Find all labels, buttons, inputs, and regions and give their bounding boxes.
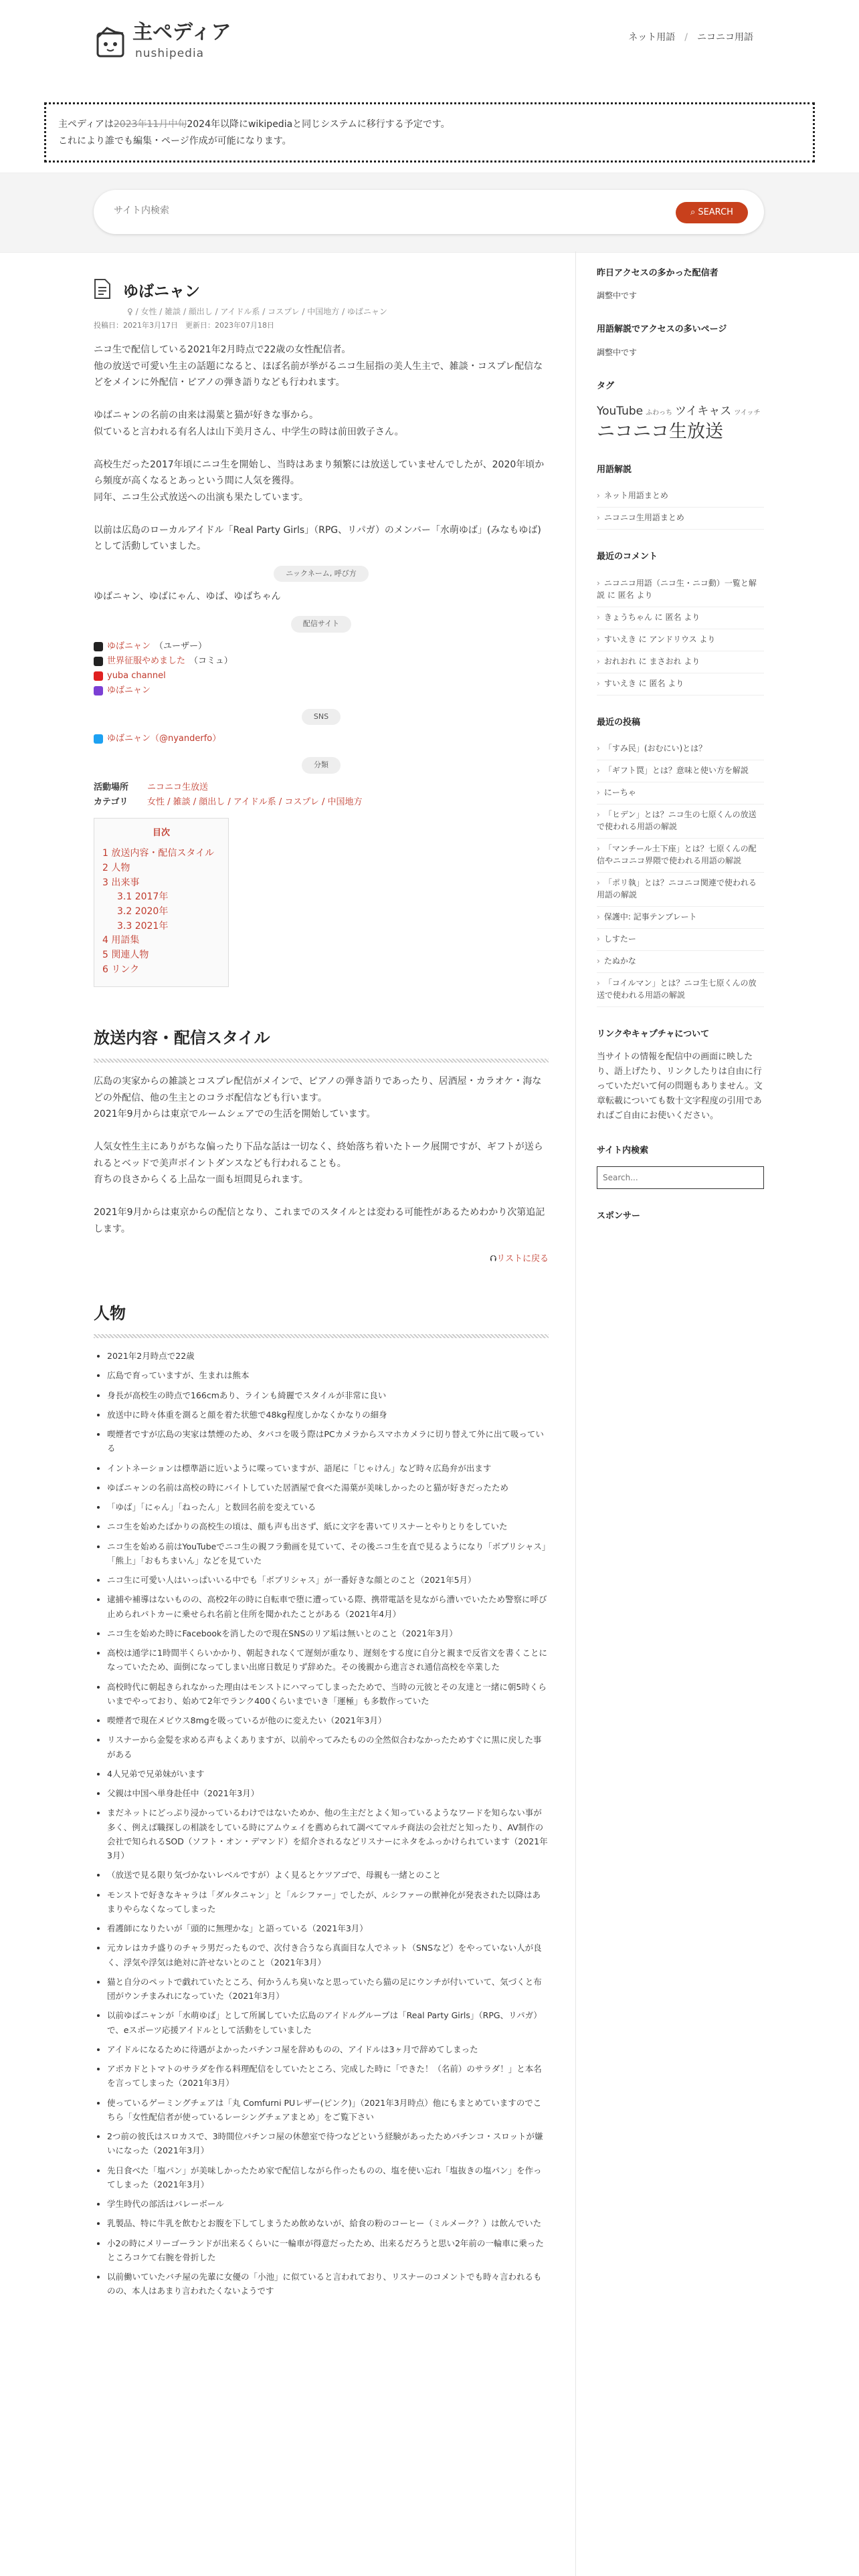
person-item: • 先日食べた「塩パン」が美味しかったため家で配信しながら作ったものの、塩を使い忘れ「塩抜きの塩パン」を作ってしまった（2021年3月）: [107, 2163, 549, 2192]
site-search-input[interactable]: [112, 205, 650, 217]
section-style-text: [94, 1073, 549, 1237]
sidebar-posts-item[interactable]: › 「マンチール土下座」とは？七原くんの配信やニコニコ界隈で使われる用語の解説: [597, 839, 764, 873]
search-icon: ⌕: [690, 207, 696, 217]
section-line: 2021年9月からは東京でルームシェアでの生活を開始しています。: [94, 1109, 376, 1120]
back-to-list[interactable]: [94, 1252, 549, 1267]
intro-line: ゆばニャンの名前の由来は湯葉と猫が好きな事から。: [94, 410, 318, 421]
sidebar-heading: 最近の投稿: [597, 717, 641, 728]
person-item: • ニコ生を始めた時にFacebookを消したので現在SNSのリア垢は無いとのこと（2021年3月）: [107, 1626, 549, 1640]
article-title: ゆばニャン: [123, 282, 200, 300]
person-item: • モンストで好きなキャラは「ダルタニャン」と「ルシファー」でしたが、ルシファーの獣神化が発表された以降はあまりやらなくなってしまった: [107, 1888, 549, 1917]
person-item: • 「ゆば」「にゃん」「ねったん」と数回名前を変えている: [107, 1500, 549, 1514]
sidebar-comments-item[interactable]: › すいえき に 匿名 より: [597, 673, 764, 695]
section-line: 広島の実家からの雑談とコスプレ配信がメインで、ピアノの弾き語りであったり、居酒屋・カラオケ・海などの外配信、他の生主とのコラボ配信なども行います。: [94, 1076, 542, 1103]
person-item: • 使っているゲーミングチェアは「丸 Comfurni PUレザー(ピンク)」（2021年3月時点）他にもまとめていますのでこちら「女性配信者が使っているレーシングチェアまとめ」をご覧下さい: [107, 2096, 549, 2125]
sidebar-text: 調整中です: [597, 291, 638, 301]
sidebar-heading: サイト内検索: [597, 1146, 649, 1156]
site-link[interactable]: 世界征服やめました: [107, 655, 186, 666]
person-item: • 以前働いていたバチ屋の先輩に女優の「小池」に似ていると言われており、リスナーのコメントでも時々言われるものの、本人はあまり言われたくないようです: [107, 2270, 549, 2298]
toc-item[interactable]: 3 出来事: [102, 877, 140, 888]
intro-line: 同年、ニコ生公式放送への出演も果たしています。: [94, 492, 308, 503]
sidebar-heading: タグ: [597, 381, 615, 391]
notice-text: 主ペディアは: [58, 119, 114, 130]
sidebar-search-input[interactable]: Search...: [597, 1166, 764, 1189]
sidebar-terms-item[interactable]: › ネット用語まとめ: [597, 486, 764, 508]
site-logo[interactable]: [94, 23, 231, 64]
search-band: [0, 173, 859, 253]
article-main: [94, 266, 549, 2304]
person-item: • 小2の時にメリーゴーランドが出来るくらいに一輪車が得意だったため、出来るだろうと思い2年前の一輪車に乗ったところコケて右腕を骨折した: [107, 2236, 549, 2265]
person-item: • 放送中に時々体重を測ると顔を着た状態で48kg程度しかなくかなりの細身: [107, 1408, 549, 1422]
logo-text: 主ペディア: [132, 21, 231, 44]
sidebar-comments: [597, 550, 764, 695]
posted-date: 投稿日：2021年3月17日: [94, 321, 178, 330]
person-list: [94, 1349, 549, 2298]
person-item: • 以前ゆばニャンが「水萌ゆば」として所属していた広島のアイドルグループは「Real Party Girls」（RPG、リパガ）で、eスポーツ応援アイドルとして活動をしていました: [107, 2008, 549, 2037]
person-item: • 喫煙者で現在メビウス8mgを吸っているが他のに変えたい（2021年3月）: [107, 1713, 549, 1727]
person-item: • イントネーションは標準語に近いように喋っていますが、語尾に「じゃけん」など時々広島弁が出ます: [107, 1461, 549, 1475]
intro-line: 以前は広島のローカルアイドル「Real Party Girls」（RPG、リパガ）のメンバー「水萌ゆば」(みなもゆば)として活動していました。: [94, 524, 541, 552]
sidebar-posts-item[interactable]: › 「ヒデン」とは？ニコ生の七原くんの放送で使われる用語の解説: [597, 804, 764, 839]
person-item: • 4人兄弟で兄弟妹がいます: [107, 1767, 549, 1781]
intro-line: [94, 440, 549, 457]
person-item: • 広島で育っていますが、生まれは熊本: [107, 1368, 549, 1382]
tag-link[interactable]: ツイッチ: [734, 409, 761, 417]
section-title-person: 人物: [94, 1300, 549, 1338]
notice-text-line2: これにより誰でも編集・ページ作成が可能になります。: [58, 135, 292, 146]
person-item: • 逮捕や補導はないものの、高校2年の時に自転車で堕に遭っている際、携帯電話を見ながら漕いでいたため警察に呼び止められパトカーに乗せられ名前と住所を聞かれたことがある（2021年4月）: [107, 1592, 549, 1621]
sidebar-posts-item[interactable]: › 「ポリ執」とは？ニコニコ関連で使われる用語の解説: [597, 873, 764, 907]
person-item: • ゆばニャンの名前は高校の時にバイトしていた居酒屋で食べた湯葉が美味しかったのと猫が好きだったため: [107, 1481, 549, 1495]
site-suffix: （コミュ）: [189, 655, 233, 666]
sidebar-heading: 用語解説でアクセスの多いページ: [597, 324, 727, 335]
site-row: [94, 654, 549, 669]
twitter-link[interactable]: ゆばニャン（@nyanderfo）: [107, 734, 221, 744]
toc-item[interactable]: 5 関連人物: [102, 950, 149, 961]
toc-item[interactable]: 6 リンク: [102, 964, 140, 975]
nav-separator: /: [684, 32, 688, 43]
top-nav: [628, 30, 753, 46]
nicknames: ゆばニャン、ゆばにゃん、ゆば、ゆばちゃん: [94, 591, 281, 603]
twitter-icon: [94, 734, 103, 744]
youtube-icon: [94, 671, 103, 681]
twitch-icon: [94, 686, 103, 695]
person-item: • 高校は通学に1時間半くらいかかり、朝起きれなくて遅刻が重なり、遅刻をする度に自分と親まで反省文を書くことになっていたため、面倒になってしまい出席日数足りず辞めた。その後親から進言され通信高校を卒業した: [107, 1646, 549, 1675]
toc-item[interactable]: 4 用語集: [102, 935, 140, 946]
person-item: • 学生時代の部活はバレーボール: [107, 2197, 549, 2211]
streaming-sites: [94, 639, 549, 698]
tag-link[interactable]: ニコニコ生放送: [597, 421, 723, 442]
sns-links: [94, 732, 549, 746]
sidebar-divider: [575, 251, 576, 2576]
person-item: • 身長が高校生の時点で166cmあり、ラインも綺麗でスタイルが非常に良い: [107, 1388, 549, 1402]
notice-struck-text: 2023年11月中旬: [113, 119, 187, 130]
logo-mascot-icon: [94, 25, 128, 60]
arrow-up-icon: ⮉: [490, 1254, 497, 1265]
sidebar-posts-item[interactable]: › 保護中: 記事テンプレート: [597, 907, 764, 929]
sidebar-comments-item[interactable]: › きょうちゃん に 匿名 より: [597, 607, 764, 629]
sidebar-comments-item[interactable]: › ニコニコ用語（ニコ生・ニコ動）一覧と解説 に 匿名 より: [597, 573, 764, 607]
section-line: 人気女性生主にありがちな偏ったり下品な話は一切なく、終始落ち着いたトーク展開ですが、ギフトが送られるとベッドで美声ボイントダンスなども行われることも。: [94, 1142, 543, 1169]
document-icon: [94, 278, 111, 305]
classification-pill: 分類: [302, 757, 341, 774]
sidebar-yesterday: [597, 266, 764, 302]
posts-list: [597, 738, 764, 1007]
sidebar-heading: 用語解説: [597, 465, 632, 475]
terms-list: [597, 486, 764, 530]
section-line: 育ちの良さからくる上品な一面も垣間見られます。: [94, 1174, 308, 1186]
intro-line: 似ていると言われる有名人は山下美月さん、中学生の時は前田敦子さん。: [94, 426, 404, 437]
sidebar-tags: [597, 379, 764, 443]
sns-pill: SNS: [302, 709, 341, 726]
intro-line: 高校生だった2017年頃にニコ生を開始し、当時はあまり頻繁には放送していませんでしたが、2020年頃から頻度が高くなるとあっという間に人気を獲得。: [94, 459, 545, 487]
site-row: [94, 669, 549, 683]
intro-line: [94, 506, 549, 522]
notice-text-rest: 2024年以降にwikipediaと同じシステムに移行する予定です。: [187, 119, 450, 130]
sidebar-terms: [597, 463, 764, 530]
toc-items: [102, 847, 220, 977]
sidebar-posts-item[interactable]: › 「ギフト罠」とは？意味と使い方を解説: [597, 760, 764, 782]
toc-item[interactable]: 1 放送内容・配信スタイル: [102, 848, 215, 859]
person-item: • 喫煙者ですが広島の実家は禁煙のため、タバコを吸う際はPCカメラからスマホカメラに切り替えて外に出て吸っている: [107, 1427, 549, 1456]
sidebar-comments-item[interactable]: › すいえき に アンドリウス より: [597, 629, 764, 651]
site-row: [94, 639, 549, 654]
person-item: • リスナーから金髪を求める声もよくありますが、以前やってみたものの全然似合わなかったためすぐに黒に戻した事がある: [107, 1733, 549, 1761]
intro-line: 他の放送で可愛い生主の話題になると、ほぼ名前が挙がるニコ生屈指の美人生主で、雑談・コスプレ配信などをメインに外配信・ピアノの弾き語りなども行われます。: [94, 360, 543, 389]
person-item: • ニコ生に可愛い人はいっぱいいる中でも「ボブリシャス」が一番好きな顔とのこと（2021年5月）: [107, 1573, 549, 1587]
classification-table: [94, 780, 549, 810]
category-breadcrumb[interactable]: ♀ / 女性 / 雑談 / 顔出し / アイドル系 / コスプレ / 中国地方 / ゆばニャン: [127, 307, 387, 317]
tag-link[interactable]: ふわっち: [646, 409, 673, 417]
logo-subtext: nushipedia: [135, 47, 205, 60]
updated-date: 更新日：2023年07月18日: [185, 321, 274, 330]
sidebar-posts-item[interactable]: › 「コイルマン」とは？ニコ生七原くんの放送で使われる用語の解説: [597, 973, 764, 1007]
section-title-style: 放送内容・配信スタイル: [94, 1025, 549, 1063]
person-item: • 2021年2月時点で22歳: [107, 1349, 549, 1363]
tag-link[interactable]: YouTube: [597, 405, 644, 419]
nav-nico-terms[interactable]: ニコニコ用語: [697, 32, 753, 43]
section-line: [94, 1123, 549, 1140]
sidebar-posts: [597, 716, 764, 1007]
person-item: • まだネットにどっぷり浸かっているわけではないためか、他の生主だとよく知っているようなワードを知らない事が多く、例えば職探しの相談をしている時にアムウェイを薦められて調べてマルチ商法の会社だと知ったり、AV制作の会社で知られるSOD（ソフト・オン・デマンド）を紹介されるなどリスナーにネタをふっかけられています（2021年3月）: [107, 1806, 549, 1862]
intro-line: [94, 391, 549, 408]
tag-link[interactable]: ツイキャス: [675, 405, 732, 419]
section-line: [94, 1188, 549, 1205]
sidebar-posts-item[interactable]: › 「すみ民」(おむにい)とは？: [597, 738, 764, 760]
sidebar-heading: 最近のコメント: [597, 552, 658, 562]
site-suffix: （ユーザー）: [155, 641, 207, 651]
toc-item[interactable]: 3.3 2021年: [117, 920, 169, 932]
article-dates: [94, 320, 549, 332]
activity-label: 活動場所: [94, 782, 129, 792]
site-link[interactable]: yuba channel: [107, 670, 166, 681]
sidebar-posts-item[interactable]: › しすたー: [597, 929, 764, 951]
sidebar-terms-item[interactable]: › ニコニコ生用語まとめ: [597, 508, 764, 530]
sidebar: [597, 266, 764, 1244]
person-item: • 父親は中国へ単身赴任中（2021年3月）: [107, 1786, 549, 1800]
back-to-list-link[interactable]: リストに戻る: [496, 1254, 549, 1265]
person-item: • （放送で見る限り気づかないレベルですが）よく見るとケツアゴで、母親も一緒とのこと: [107, 1868, 549, 1882]
activity-link[interactable]: ニコニコ生放送: [147, 782, 209, 792]
comments-list: [597, 573, 764, 695]
site-link[interactable]: ゆばニャン: [107, 685, 151, 695]
person-item: • 高校時代に朝起きられなかった理由はモンストにハマってしまったためで、当時の元彼とその友達と一緒に朝5時くらいまでやっており、始めて2年でランク400くらいまでいき「運極」も多数作っていた: [107, 1680, 549, 1709]
niconico-icon: [94, 642, 103, 651]
sidebar-heading: リンクやキャプチャについて: [597, 1029, 710, 1039]
sidebar-site-search: [597, 1144, 764, 1189]
nav-net-terms[interactable]: ネット用語: [628, 32, 676, 43]
person-item: • 猫と自分のペットで戯れていたところ、何かうんち臭いなと思っていたら猫の足にウンチが付いていて、気づくと布団がウンチまみれになっていた（2021年3月）: [107, 1975, 549, 2004]
person-item: • ニコ生を始める前はYouTubeでニコ生の親フラ動画を見ていて、その後ニコ生を直で見るようになり「ボブリシャス」「熊上」「おもちまいん」などを見ていた: [107, 1539, 549, 1568]
site-header: [0, 0, 859, 100]
sidebar-posts-item[interactable]: › にーちゃ: [597, 782, 764, 804]
person-item: • アボカドとトマトのサラダを作る料理配信をしていたところ、完成した時に「できた！（名前）のサラダ！」と本名を言ってしまった（2021年3月）: [107, 2062, 549, 2090]
sidebar-glossary-popular: [597, 322, 764, 358]
category-links[interactable]: 女性 / 雑談 / 顔出し / アイドル系 / コスプレ / 中国地方: [147, 797, 363, 808]
person-item: • ニコ生を始めたばかりの高校生の頃は、顔も声も出さず、紙に文字を書いてリスナーとやりとりをしていた: [107, 1519, 549, 1533]
sidebar-text: 調整中です: [597, 347, 638, 357]
sidebar-posts-item[interactable]: › たぬかな: [597, 951, 764, 973]
link-policy-text: 当サイトの情報を配信中の画面に映したり、語上げたり、リンクしたりは自由に行っていただいて何の問題もありません。文章転載についても数十文字程度の引用であればご自由にお使いください。: [597, 1051, 763, 1121]
section-line: 2021年9月からは東京からの配信となり、これまでのスタイルとは変わる可能性があるためわかり次第追記します。: [94, 1207, 545, 1235]
migration-notice: [44, 102, 815, 163]
category-label: カテゴリ: [94, 797, 128, 808]
person-item: • 看護師になりたいが「頭的に無理かな」と語っている（2021年3月）: [107, 1921, 549, 1935]
person-item: • 元カレはカチ盛りのチャラ男だったもので、次付き合うなら真面目な人でネット（SNSなど）をやっていない人が良く、浮気や浮気は絶対に許せないとのこと（2021年3月）: [107, 1941, 549, 1969]
intro-line: ニコ生で配信している2021年2月時点で22歳の女性配信者。: [94, 344, 351, 356]
search-button-label: SEARCH: [698, 207, 733, 217]
search-button[interactable]: [676, 202, 748, 223]
toc-title: 目次: [152, 828, 170, 839]
sidebar-heading: スポンサー: [597, 1211, 641, 1222]
toc-item[interactable]: 3.1 2017年: [117, 891, 169, 903]
person-item: • 乳製品、特に牛乳を飲むとお腹を下してしまうため飲めないが、給食の粉のコーヒー（ミルメーク？）は飲んでいた: [107, 2216, 549, 2230]
sidebar-comments-item[interactable]: › おれおれ に まさおれ より: [597, 651, 764, 673]
toc-item[interactable]: 3.2 2020年: [117, 906, 169, 917]
site-row: [94, 683, 549, 698]
nickname-pill: ニックネーム, 呼び方: [274, 566, 368, 582]
tag-cloud: [597, 402, 764, 443]
site-search-box: [94, 190, 764, 234]
toc-item[interactable]: 2 人物: [102, 862, 130, 873]
person-item: • アイドルになるために待遇がよかったパチンコ屋を辞めものの、アイドルは3ヶ月で辞めてしまった: [107, 2042, 549, 2056]
site-link[interactable]: ゆばニャン: [107, 641, 151, 651]
table-of-contents: [94, 818, 229, 987]
sidebar-link-policy: [597, 1027, 764, 1124]
sidebar-sponsor: [597, 1209, 764, 1224]
person-item: • 2つ前の彼氏はスロカスで、3時間位パチンコ屋の休憩室で待つなどという経験があったためパチンコ・スロットが嫌いになった（2021年3月）: [107, 2129, 549, 2158]
niconico-icon: [94, 657, 103, 666]
sidebar-heading: 昨日アクセスの多かった配信者: [597, 268, 719, 278]
sites-pill: 配信サイト: [291, 616, 351, 633]
article-intro: [94, 342, 549, 555]
